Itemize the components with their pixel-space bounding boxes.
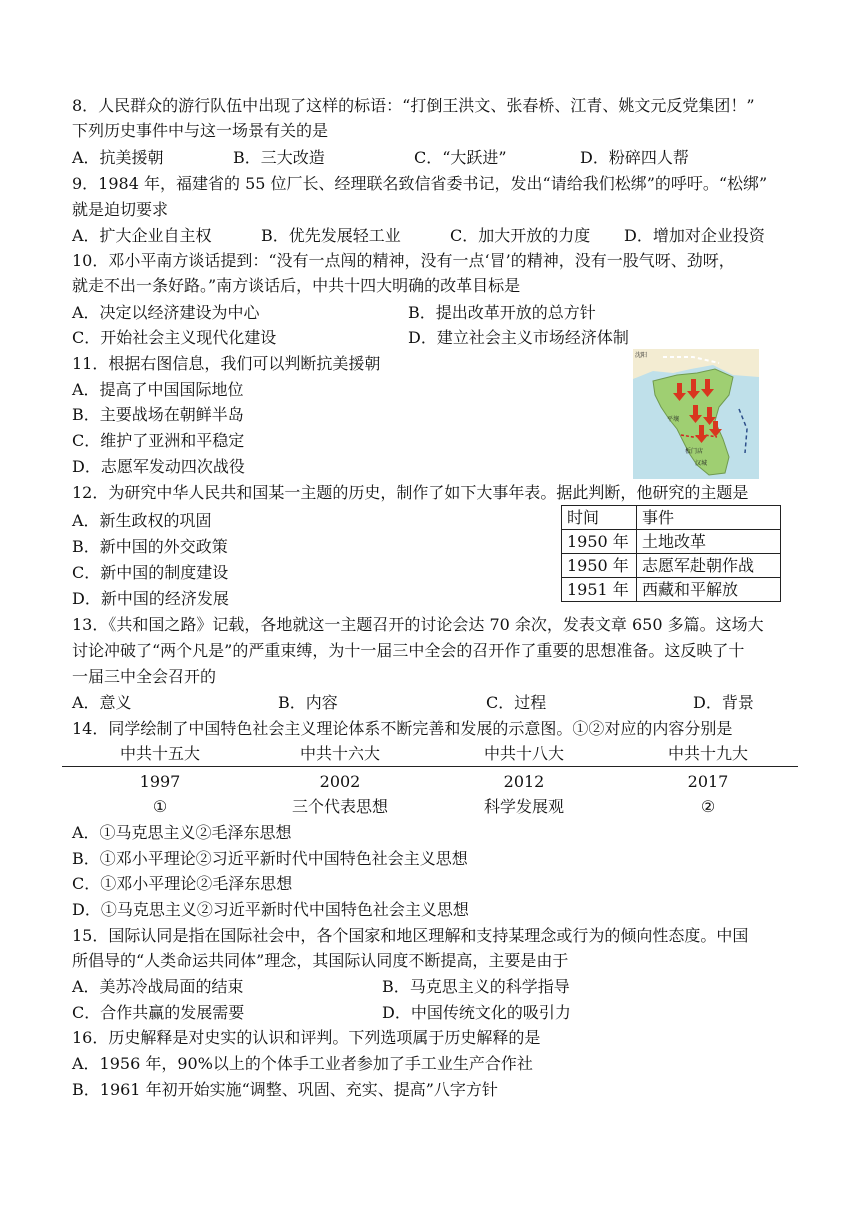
q14-option-a: A．①马克思主义②毛泽东思想	[72, 823, 292, 842]
q11-stem: 11．根据右图信息，我们可以判断抗美援朝	[72, 354, 381, 373]
q9-stem-line2: 就是迫切要求	[72, 200, 169, 219]
q11-option-a: A．提高了中国国际地位	[72, 380, 244, 399]
q13-stem-line2: 讨论冲破了“两个凡是”的严重束缚，为十一届三中全会的召开作了重要的思想准备。这反映了十	[72, 641, 745, 660]
table-row	[562, 530, 781, 554]
q14-stem: 14．同学绘制了中国特色社会主义理论体系不断完善和发展的示意图。①②对应的内容分别是	[72, 719, 733, 738]
q13-option-b: B．内容	[278, 693, 338, 712]
q8-option-a: A．抗美援朝	[72, 148, 164, 167]
q8-stem-line1: 8．人民群众的游行队伍中出现了这样的标语：“打倒王洪文、张春桥、江青、姚文元反党集团！”	[72, 96, 755, 115]
timeline-theory-three-represents: 三个代表思想	[291, 797, 388, 816]
timeline-theory-2: ②	[700, 797, 716, 816]
table-cell-time: 1951 年	[562, 578, 637, 602]
q9-option-d: D．增加对企业投资	[624, 226, 765, 245]
q12-option-c: C．新中国的制度建设	[72, 563, 229, 582]
q14-option-c: C．①邓小平理论②毛泽东思想	[72, 874, 293, 893]
q16-option-b: B．1961 年初开始实施“调整、巩固、充实、提高”八字方针	[72, 1080, 498, 1099]
timeline-congress-16: 中共十六大	[299, 744, 380, 763]
q10-stem-line2: 就走不出一条好路。”南方谈话后，中共十四大明确的改革目标是	[72, 276, 521, 295]
korean-war-map	[633, 349, 759, 479]
q16-option-a: A．1956 年，90%以上的个体手工业者参加了手工业生产合作社	[72, 1054, 533, 1073]
timeline-congress-19: 中共十九大	[667, 744, 748, 763]
q8-stem-line2: 下列历史事件中与这一场景有关的是	[72, 121, 329, 140]
table-cell-time: 1950 年	[562, 530, 637, 554]
timeline-year-2002: 2002	[319, 772, 361, 791]
map-label-seoul: 汉城	[695, 461, 708, 467]
q12-stem: 12．为研究中华人民共和国某一主题的历史，制作了如下大事年表。据此判断，他研究的主题是	[72, 483, 749, 502]
q9-option-b: B．优先发展轻工业	[261, 226, 401, 245]
korean-war-map-drawing	[633, 349, 759, 479]
q9-option-c: C．加大开放的力度	[450, 226, 591, 245]
q15-stem-line2: 所倡导的“人类命运共同体”理念，其国际认同度不断提高，主要是由于	[72, 951, 569, 970]
q11-option-b: B．主要战场在朝鲜半岛	[72, 405, 244, 424]
timeline-theory-scientific-development: 科学发展观	[483, 797, 564, 816]
q12-option-b: B．新中国的外交政策	[72, 537, 228, 556]
q15-stem-line1: 15．国际认同是指在国际社会中，各个国家和地区理解和支持某理念或行为的倾向性态度。中国	[72, 926, 749, 945]
map-label-panmunjom: 板门店	[685, 449, 704, 455]
q13-stem-line1: 13．《共和国之路》记载，各地就这一主题召开的讨论会达 70 余次，发表文章 650 多篇。这场大	[72, 615, 764, 634]
q10-option-b: B．提出改革开放的总方针	[408, 303, 596, 322]
table-cell-event: 志愿军赴朝作战	[637, 554, 781, 578]
table-cell-time: 1950 年	[562, 554, 637, 578]
table-header-time: 时间	[562, 506, 637, 530]
q12-option-d: D．新中国的经济发展	[72, 589, 229, 608]
q8-option-d: D．粉碎四人帮	[580, 148, 689, 167]
q10-option-d: D．建立社会主义市场经济体制	[408, 328, 629, 347]
chronology-table	[561, 505, 781, 602]
q15-option-d: D．中国传统文化的吸引力	[382, 1003, 571, 1022]
q9-stem-line1: 9．1984 年，福建省的 55 位厂长、经理联名致信省委书记，发出“请给我们松绑”的呼吁。“松绑”	[72, 174, 768, 193]
timeline-year-1997: 1997	[139, 772, 181, 791]
table-cell-event: 土地改革	[637, 530, 781, 554]
q12-option-a: A．新生政权的巩固	[72, 511, 212, 530]
q13-option-d: D．背景	[693, 693, 754, 712]
timeline-year-2017: 2017	[687, 772, 729, 791]
q13-stem-line3: 一届三中全会召开的	[72, 667, 217, 686]
q11-option-c: C．维护了亚洲和平稳定	[72, 431, 245, 450]
q10-stem-line1: 10．邓小平南方谈话提到：“没有一点闯的精神，没有一点‘冒’的精神，没有一股气呀、劲呀，	[72, 251, 735, 270]
table-row	[562, 578, 781, 602]
timeline-axis	[62, 766, 798, 767]
q10-option-c: C．开始社会主义现代化建设	[72, 328, 277, 347]
q8-option-b: B．三大改造	[233, 148, 325, 167]
timeline-year-2012: 2012	[503, 772, 545, 791]
timeline-congress-18: 中共十八大	[483, 744, 564, 763]
timeline-congress-15: 中共十五大	[119, 744, 200, 763]
table-row	[562, 554, 781, 578]
q15-option-c: C．合作共赢的发展需要	[72, 1003, 245, 1022]
q14-option-d: D．①马克思主义②习近平新时代中国特色社会主义思想	[72, 900, 469, 919]
q14-option-b: B．①邓小平理论②习近平新时代中国特色社会主义思想	[72, 849, 468, 868]
table-cell-event: 西藏和平解放	[637, 578, 781, 602]
timeline-theory-1: ①	[152, 797, 168, 816]
q10-option-a: A．决定以经济建设为中心	[72, 303, 260, 322]
q11-option-d: D．志愿军发动四次战役	[72, 457, 245, 476]
q8-option-c: C．“大跃进”	[414, 148, 507, 167]
q9-option-a: A．扩大企业自主权	[72, 226, 212, 245]
q15-option-a: A．美苏冷战局面的结束	[72, 977, 244, 996]
map-label-shenyang: 沈阳	[635, 353, 648, 359]
q13-option-a: A．意义	[72, 693, 132, 712]
q16-stem: 16．历史解释是对史实的认识和评判。下列选项属于历史解释的是	[72, 1028, 541, 1047]
q13-option-c: C．过程	[486, 693, 547, 712]
table-header-event: 事件	[637, 506, 781, 530]
table-header-row	[562, 506, 781, 530]
q15-option-b: B．马克思主义的科学指导	[382, 977, 570, 996]
map-label-pyongyang: 平壤	[667, 417, 680, 423]
